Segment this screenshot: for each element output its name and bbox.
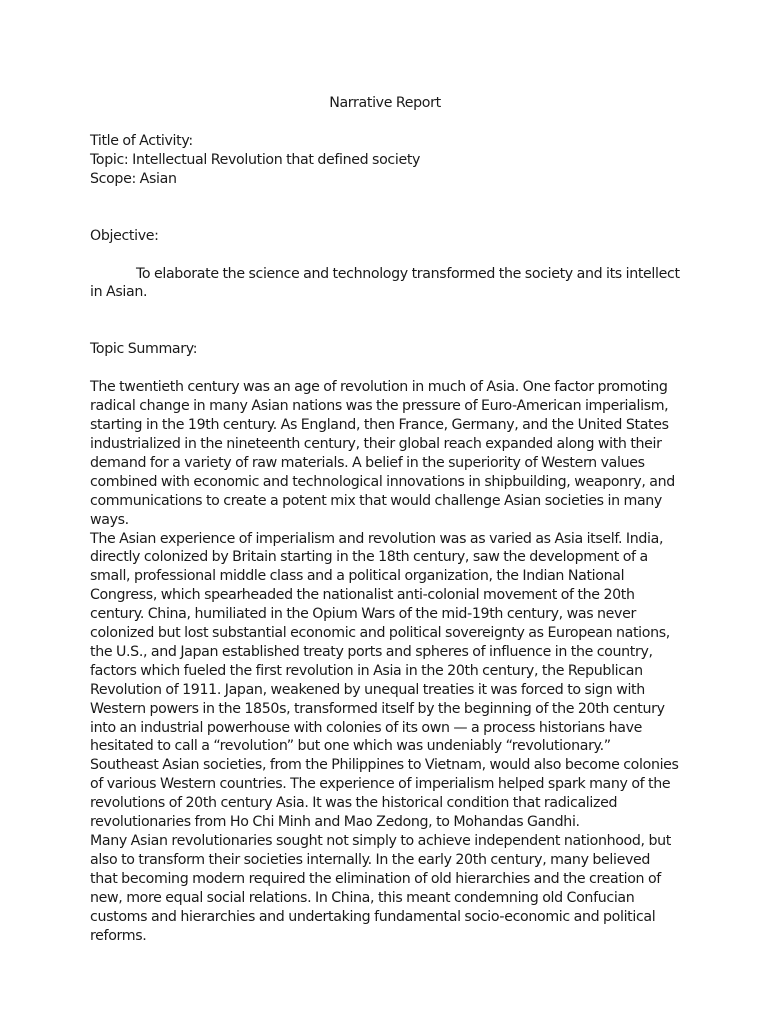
objective-text: To elaborate the science and technology transformed the society and its intellect in Asian. xyxy=(90,265,680,301)
title-of-activity-label: Title of Activity: xyxy=(90,132,193,149)
summary-paragraph-1: The twentieth century was an age of revolution in much of Asia. One factor promoting radical change in many Asian nations was the pressure of Euro-American imperialism, starting in the 19th century. As England, then France, Germany, and the United States industrialized in the nineteenth century, their global reach expanded along with their demand for a variety of raw materials. A belief in the superiority of Western values combined with economic and technological innovations in shipbuilding, weaponry, and communications to create a potent mix that would challenge Asian societies in many ways. xyxy=(90,379,675,528)
spacer xyxy=(90,189,680,227)
topic-line: Topic: Intellectual Revolution that defined society xyxy=(90,151,421,168)
document-title: Narrative Report xyxy=(329,95,441,111)
spacer xyxy=(90,302,680,340)
spacer xyxy=(90,359,680,378)
document-page xyxy=(90,94,680,945)
summary-paragraph-2: The Asian experience of imperialism and revolution was as varied as Asia itself. India, directly colonized by Britain starting in the 18th century, saw the development of a small, professional middle class and a political organization, the Indian National Congress, which spearheaded the nationalist anti-colonial movement of the 20th century. China, humiliated in the Opium Wars of the mid-19th century, was never colonized but lost substantial economic and political sovereignty as European nations, the U.S., and Japan established treaty ports and spheres of influence in the country, factors which fueled the first revolution in Asia in the 20th century, the Republican Revolution of 1911. Japan, weakened by unequal treaties it was forced to sign with Western powers in the 1850s, transformed itself by the beginning of the 20th century into an industrial powerhouse with colonies of its own — a process historians have hesitated to call a “revolution” but one which was undeniably “revolutionary.” Southeast Asian societies, from the Philippines to Vietnam, would also become colonies of various Western countries. The experience of imperialism helped spark many of the revolutions of 20th century Asia. It was the historical condition that radicalized revolutionaries from Ho Chi Minh and Mao Zedong, to Mohandas Gandhi. xyxy=(90,530,679,831)
summary-paragraph-3: Many Asian revolutionaries sought not simply to achieve independent nationhood, but also to transform their societies internally. In the early 20th century, many believed that becoming modern required the elimination of old hierarchies and the creation of new, more equal social relations. In China, this meant condemning old Confucian customs and hierarchies and undertaking fundamental socio-economic and political reforms. xyxy=(90,833,671,944)
spacer xyxy=(90,246,680,265)
objective-heading: Objective: xyxy=(90,227,159,244)
topic-summary-heading: Topic Summary: xyxy=(90,341,198,358)
scope-line: Scope: Asian xyxy=(90,170,177,187)
